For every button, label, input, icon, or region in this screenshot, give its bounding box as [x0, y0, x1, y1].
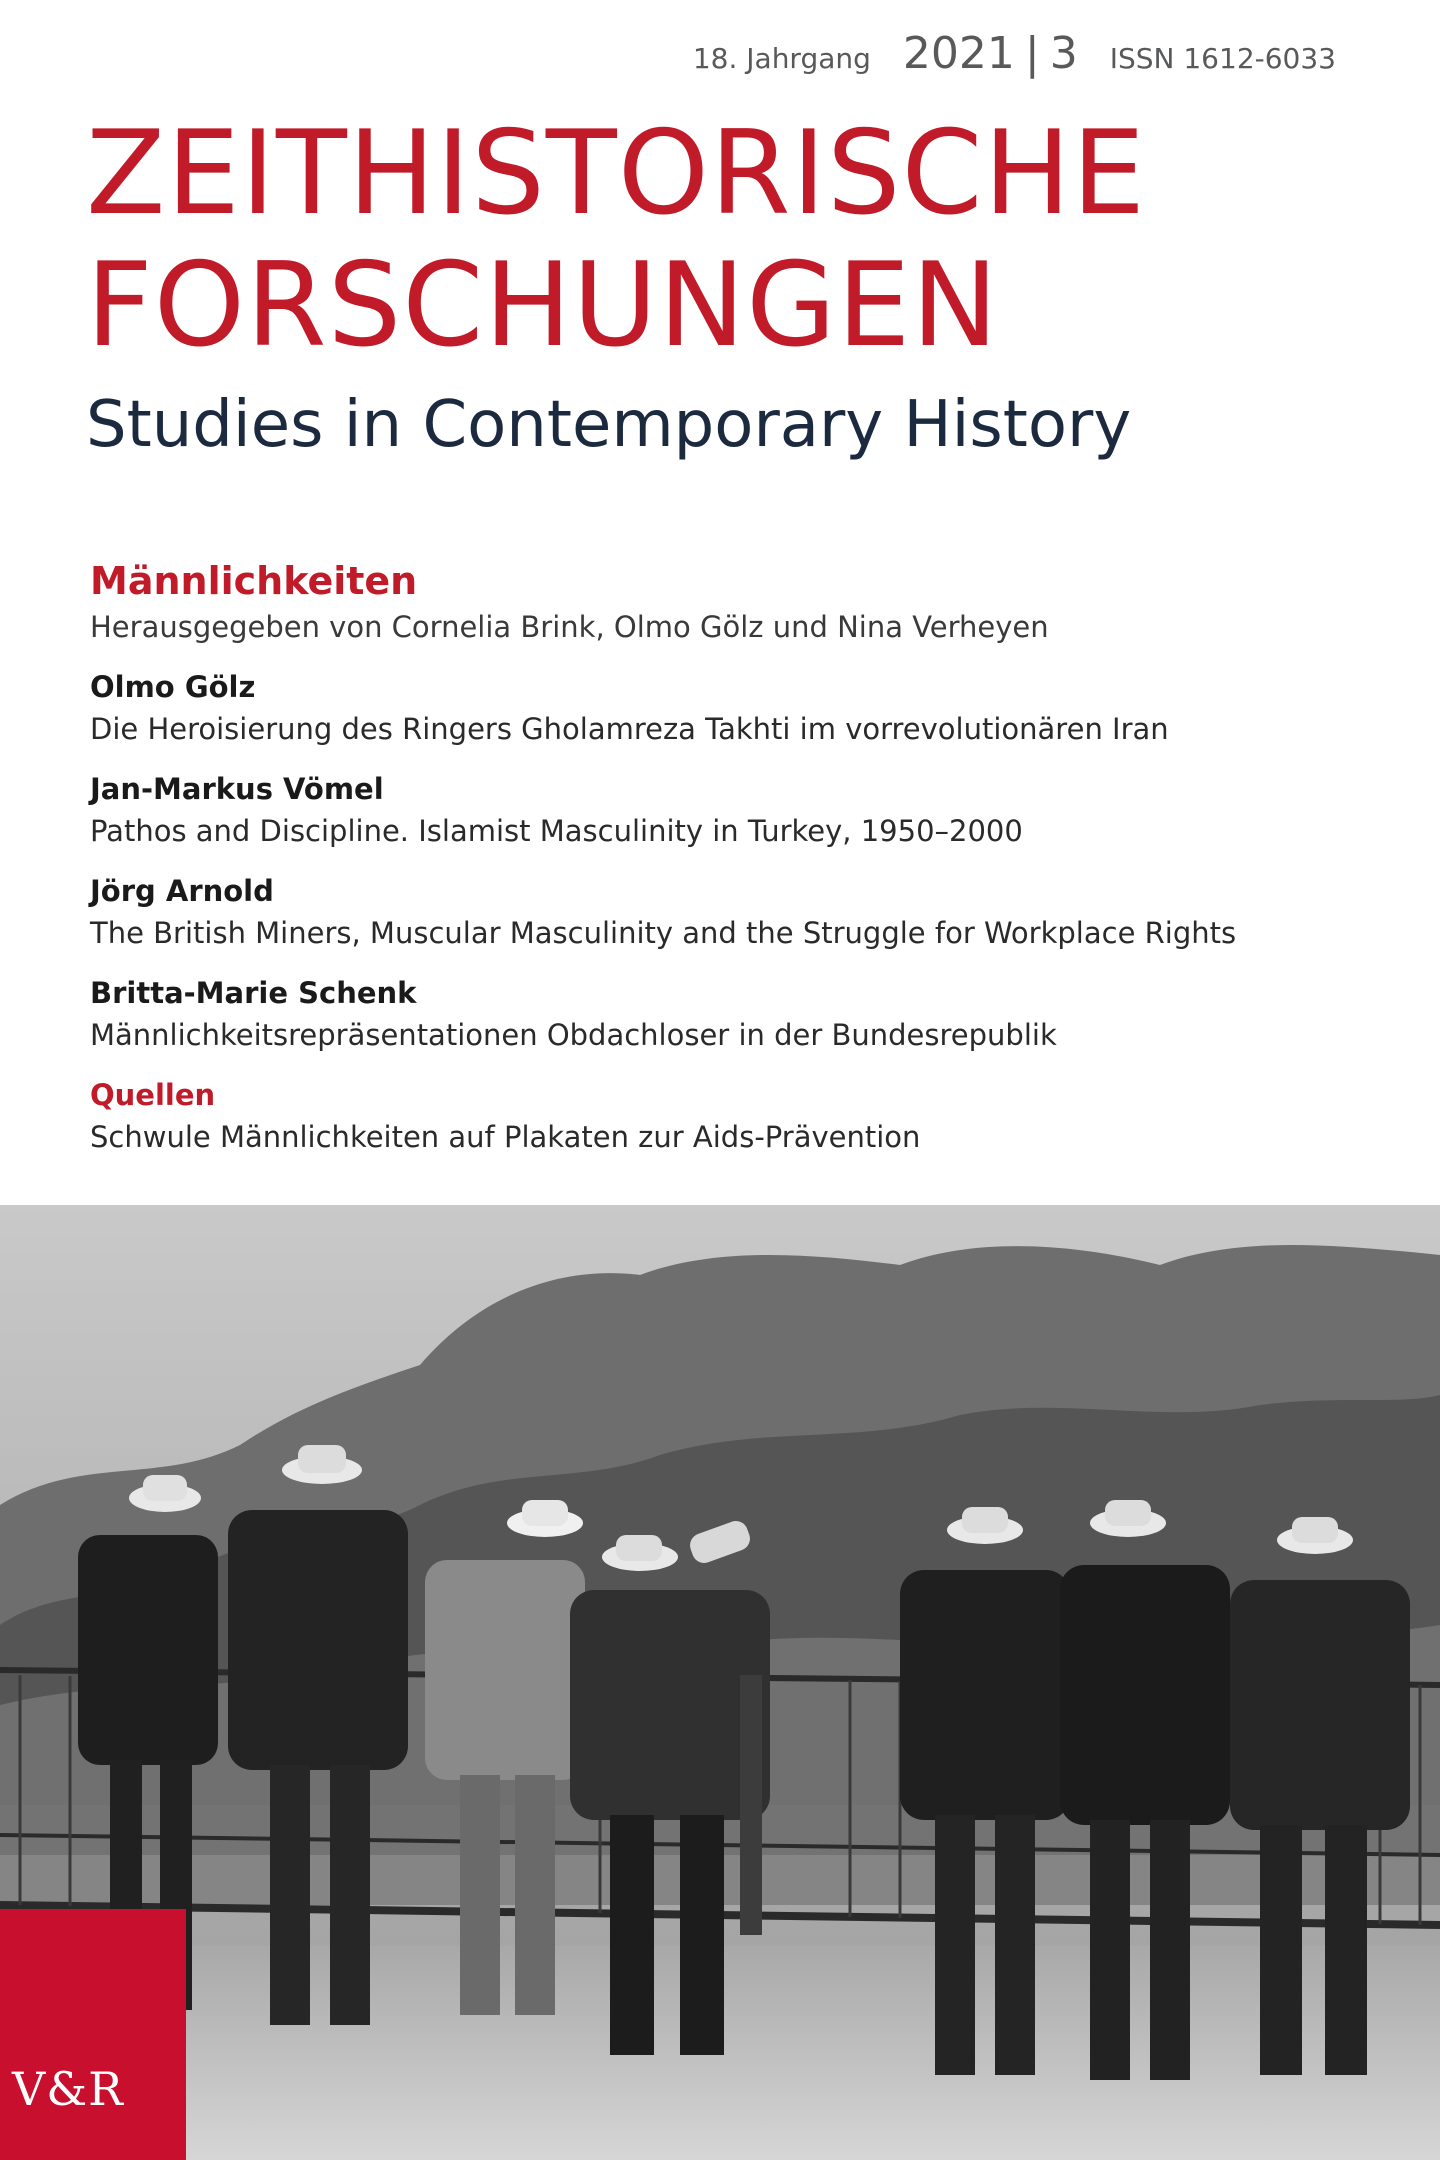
entry-title: Schwule Männlichkeiten auf Plakaten zur Aids-Prävention [90, 1120, 921, 1154]
volume-label: 18. Jahrgang [692, 42, 871, 75]
journal-title-line-1: ZEITHISTORISCHE [86, 106, 1147, 241]
entry-author: Jan-Markus Vömel [90, 772, 384, 806]
toc-entry [90, 768, 1370, 852]
journal-subtitle: Studies in Contemporary History [86, 388, 1132, 462]
toc-entry [90, 870, 1370, 954]
year-label: 2021 [902, 28, 1015, 79]
journal-title [86, 108, 1146, 372]
theme-title: Männlichkeiten [90, 559, 418, 603]
entry-title: Männlichkeitsrepräsentationen Obdachloser in der Bundesrepublik [90, 1018, 1057, 1052]
issue-meta [693, 28, 1336, 79]
cover-photo [0, 1205, 1440, 2160]
issue-separator: | [1024, 28, 1040, 79]
toc-entry [90, 666, 1370, 750]
entry-title: The British Miners, Muscular Masculinity and the Struggle for Workplace Rights [90, 916, 1237, 950]
toc-entry-sources [90, 1074, 1370, 1158]
publisher-block [0, 1909, 186, 2160]
publisher-logo: V&R [12, 2062, 124, 2116]
toc-entry [90, 972, 1370, 1056]
entry-author: Olmo Gölz [90, 670, 256, 704]
issue-number: 3 [1049, 28, 1078, 79]
table-of-contents [90, 556, 1370, 1176]
journal-title-line-2: FORSCHUNGEN [86, 238, 1000, 373]
entry-author: Jörg Arnold [90, 874, 274, 908]
issn-label: ISSN 1612-6033 [1109, 42, 1336, 75]
entry-title: Die Heroisierung des Ringers Gholamreza Takhti im vorrevolutionären Iran [90, 712, 1169, 746]
theme-editors: Herausgegeben von Cornelia Brink, Olmo Gölz und Nina Verheyen [90, 610, 1049, 644]
entry-title: Pathos and Discipline. Islamist Masculinity in Turkey, 1950–2000 [90, 814, 1023, 848]
entry-author: Britta-Marie Schenk [90, 976, 417, 1010]
section-label: Quellen [90, 1078, 216, 1112]
